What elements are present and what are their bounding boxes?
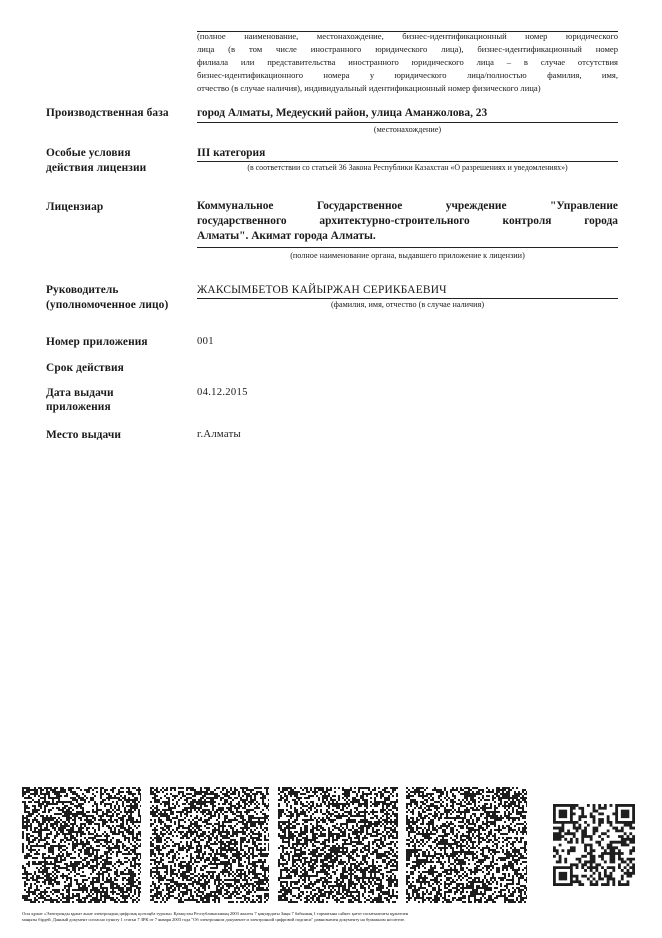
header-note-line: бизнес-идентификационного номера у юридического лица/полностью фамилия, имя, bbox=[197, 69, 618, 80]
licensor-value-line: Алматы". Акимат города Алматы. bbox=[197, 230, 376, 242]
annex-number-value: 001 bbox=[197, 336, 214, 347]
header-note-line: лица (в том числе иностранного юридического лица), бизнес-идентификационный номер bbox=[197, 43, 618, 54]
annex-number-label: Номер приложения bbox=[46, 336, 148, 348]
signature-code-block-3 bbox=[278, 787, 398, 903]
licensor-value bbox=[197, 199, 618, 244]
head-caption: (фамилия, имя, отчество (в случае наличия) bbox=[330, 300, 485, 309]
validity-label: Срок действия bbox=[46, 362, 124, 374]
licensor-rule bbox=[197, 247, 618, 248]
licensor-value-line: государственного архитектурно-строительного контроля города bbox=[197, 215, 618, 227]
head-rule bbox=[197, 298, 618, 299]
footer-legal-notice bbox=[22, 911, 640, 923]
production-base-caption: (местонахождение) bbox=[373, 125, 442, 134]
production-base-label: Производственная база bbox=[46, 107, 169, 119]
footer-line-kz: Осы құжат «Электронды құжат және электрондық цифрлық қолтаңба туралы» Қазақстан Республикасының 2003 жылғы 7 қаңтардағы Заңы 7 бабының 1 тармағына сәйкес қағаз тасығыштағы құжатпен bbox=[22, 911, 409, 916]
signature-code-block-1 bbox=[22, 787, 141, 903]
production-base-rule bbox=[197, 122, 618, 123]
head-label bbox=[46, 283, 168, 312]
signature-code-block-4 bbox=[406, 787, 527, 903]
footer-line-ru: маңызы бірдей. Данный документ согласно пункту 1 статьи 7 ЗРК от 7 января 2003 года "Об электронном документе и электронной цифровой подписи" равнозначен документу на бумажном носителе. bbox=[22, 917, 406, 922]
licensor-caption: (полное наименование органа, выдавшего приложение к лицензии) bbox=[290, 251, 525, 260]
special-conditions-label-line2: действия лицензии bbox=[46, 162, 147, 174]
head-label-line1: Руководитель bbox=[46, 284, 119, 296]
header-note-line: (полное наименование, местонахождение, бизнес-идентификационный номер юридического bbox=[197, 31, 618, 41]
special-conditions-rule bbox=[197, 161, 618, 162]
issue-place-label: Место выдачи bbox=[46, 429, 122, 441]
production-base-value: город Алматы, Медеуский район, улица Аманжолова, 23 bbox=[197, 107, 488, 119]
signature-code-block-2 bbox=[150, 787, 269, 903]
header-note-line: отчество (в случае наличия), индивидуальный идентификационный номер физического лица) bbox=[197, 82, 541, 93]
special-conditions-label-line1: Особые условия bbox=[46, 147, 131, 159]
header-note bbox=[197, 30, 618, 95]
issue-date-label bbox=[46, 386, 114, 414]
qr-code bbox=[553, 804, 635, 886]
licensor-label: Лицензиар bbox=[46, 201, 104, 213]
issue-date-label-line1: Дата выдачи bbox=[46, 387, 114, 399]
issue-place-value: г.Алматы bbox=[197, 429, 241, 440]
special-conditions-caption: (в соответствии со статьей 36 Закона Республики Казахстан «О разрешениях и уведомлениях») bbox=[247, 163, 568, 172]
header-note-line: филиала или представительства иностранного юридического лица – в случае отсутствия bbox=[197, 56, 618, 67]
licensor-value-line: Коммунальное Государственное учреждение "Управление bbox=[197, 200, 618, 212]
issue-date-value: 04.12.2015 bbox=[197, 387, 248, 398]
special-conditions-value: III категория bbox=[197, 147, 266, 159]
head-value: ЖАКСЫМБЕТОВ КАЙЫРЖАН СЕРИКБАЕВИЧ bbox=[197, 284, 447, 296]
special-conditions-label bbox=[46, 146, 146, 175]
issue-date-label-line2: приложения bbox=[46, 401, 111, 413]
head-label-line2: (уполномоченное лицо) bbox=[46, 299, 169, 311]
